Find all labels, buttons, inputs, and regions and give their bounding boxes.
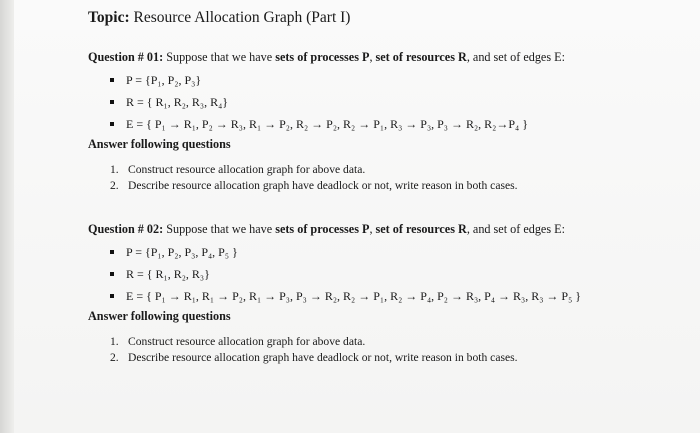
- task-text: Construct resource allocation graph for above data.: [128, 335, 366, 348]
- question-1-intro-bold-2: set of resources R: [375, 50, 467, 64]
- document-content: [88, 8, 688, 366]
- question-1-statement: [88, 49, 688, 65]
- task-text: Describe resource allocation graph have deadlock or not, write reason in both cases.: [128, 351, 518, 364]
- question-1-label: Question # 01:: [88, 50, 164, 64]
- question-2-label: Question # 02:: [88, 222, 164, 236]
- question-1-intro-3: , and set of edges E:: [466, 50, 565, 64]
- page-edge-shadow: [0, 0, 14, 433]
- question-2-task-2: [110, 350, 688, 366]
- question-2-intro-2: ,: [369, 222, 376, 236]
- question-1-answer-heading: Answer following questions: [88, 137, 231, 151]
- question-2-intro-bold-1: sets of processes P: [275, 222, 370, 236]
- question-1-intro-1: Suppose that we have: [166, 50, 276, 64]
- topic-text: Resource Allocation Graph (Part I): [133, 9, 351, 26]
- question-2-intro-bold-2: set of resources R: [375, 222, 467, 236]
- question-1-task-2: [110, 178, 688, 194]
- question-2-statement: [88, 221, 688, 237]
- question-1-processes-set: P = {P₁, P₂, P₃}: [110, 69, 688, 91]
- page-title: [88, 8, 688, 28]
- question-2-intro-1: Suppose that we have: [166, 222, 276, 236]
- question-1-edges-set: E = { P₁ → R₁, P₂ → R₃, R₁ → P₂, R₂ → P₂, R₂ → P₁, R₃ → P₃, P₃ → R₂, R₂→P₄ }: [110, 113, 688, 135]
- question-2-intro-3: , and set of edges E:: [466, 222, 565, 236]
- task-number: 2.: [110, 351, 119, 364]
- topic-label: Topic:: [88, 9, 130, 26]
- task-text: Describe resource allocation graph have deadlock or not, write reason in both cases.: [128, 179, 518, 192]
- question-1-intro-bold-1: sets of processes P: [275, 50, 370, 64]
- question-2-answer-heading: Answer following questions: [88, 309, 231, 323]
- question-1-tasks: [88, 162, 688, 194]
- question-1-task-1: [110, 162, 688, 178]
- task-number: 1.: [110, 163, 119, 176]
- task-number: 1.: [110, 335, 119, 348]
- question-2-edges-set: E = { P₁ → R₁, R₁ → P₂, R₁ → P₃, P₃ → R₂, R₂ → P₁, R₂ → P₄, P₂ → R₃, P₄ → R₃, R₃ → P₅ }: [110, 285, 688, 307]
- question-2-task-1: [110, 334, 688, 350]
- question-1-intro-2: ,: [369, 50, 376, 64]
- task-number: 2.: [110, 179, 119, 192]
- question-2-sets-list: [88, 241, 688, 307]
- question-2-resources-set: R = { R₁, R₂, R₃}: [110, 263, 688, 285]
- question-2-tasks: [88, 334, 688, 366]
- question-2-processes-set: P = {P₁, P₂, P₃, P₄, P₅ }: [110, 241, 688, 263]
- question-1-sets-list: [88, 69, 688, 135]
- task-text: Construct resource allocation graph for above data.: [128, 163, 366, 176]
- question-1-resources-set: R = { R₁, R₂, R₃, R₄}: [110, 91, 688, 113]
